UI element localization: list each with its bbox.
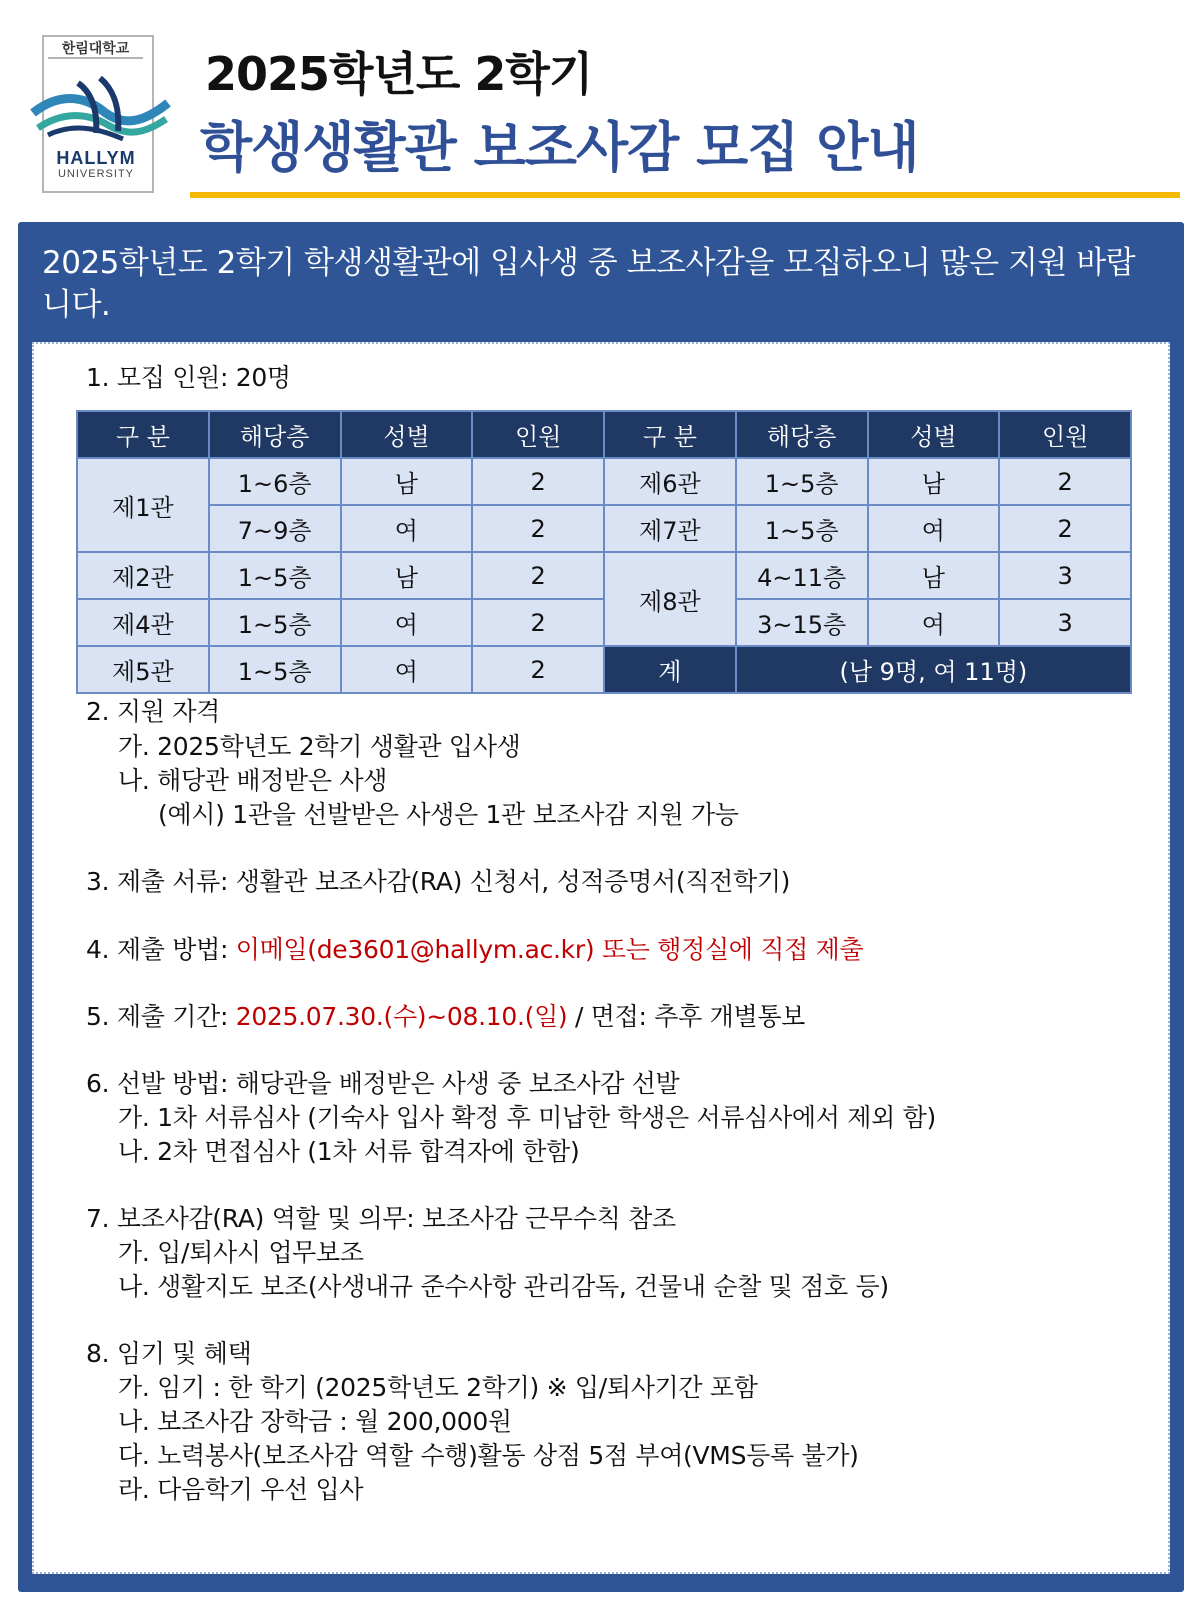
section-8-item-d: 라. 다음학기 우선 입사 [118,1475,364,1504]
section-1-title: 1. 모집 인원: 20명 [86,363,291,392]
section-8-item-b: 나. 보조사감 장학금 : 월 200,000원 [118,1407,512,1436]
table-row [77,646,1131,693]
gender-cell: 남 [868,458,1000,505]
logo-wave-icon [28,73,173,148]
section-8-title: 8. 임기 및 혜택 [86,1339,252,1368]
logo-korean-text: 한림대학교 [48,39,143,59]
count-cell: 2 [472,505,604,552]
section-5-line [86,997,805,1033]
floor-cell: 4~11층 [736,552,868,599]
submission-method: 이메일(de3601@hallym.ac.kr) 또는 행정실에 직접 제출 [235,935,864,964]
total-value-cell: (남 9명, 여 11명) [736,646,1131,693]
table-row [77,552,1131,599]
gender-cell: 남 [341,458,473,505]
col-header: 인원 [999,411,1131,458]
building-cell: 제8관 [604,552,736,646]
section-2-item-b: 나. 해당관 배정받은 사생 [118,766,388,795]
section-8-item-c: 다. 노력봉사(보조사감 역할 수행)활동 상점 5점 부여(VMS등록 불가) [118,1441,859,1470]
section-6-item-b: 나. 2차 면접심사 (1차 서류 합격자에 한함) [118,1137,580,1166]
building-cell: 제1관 [77,458,209,552]
building-cell: 제4관 [77,599,209,646]
section-4-label: 4. 제출 방법: [86,935,236,964]
section-5-label: 5. 제출 기간: [86,1002,236,1031]
university-logo [28,35,173,195]
floor-cell: 7~9층 [209,505,341,552]
section-3-title: 3. 제출 서류: 생활관 보조사감(RA) 신청서, 성적증명서(직전학기) [86,867,791,896]
gender-cell: 여 [341,599,473,646]
gender-cell: 여 [868,505,1000,552]
count-cell: 2 [472,599,604,646]
building-cell: 제6관 [604,458,736,505]
intro-text: 2025학년도 2학기 학생생활관에 입사생 중 보조사감을 모집하오니 많은 지원 바랍니다. [42,245,1136,323]
count-cell: 2 [472,646,604,693]
section-6-title: 6. 선발 방법: 해당관을 배정받은 사생 중 보조사감 선발 [86,1069,680,1098]
floor-cell: 1~6층 [209,458,341,505]
gender-cell: 남 [868,552,1000,599]
notice-frame [18,222,1184,1592]
count-cell: 3 [999,599,1131,646]
building-cell: 제7관 [604,505,736,552]
logo-subtitle: UNIVERSITY [57,168,134,180]
floor-cell: 1~5층 [209,552,341,599]
section-7-item-a: 가. 입/퇴사시 업무보조 [118,1238,364,1267]
floor-cell: 1~5층 [736,505,868,552]
floor-cell: 3~15층 [736,599,868,646]
recruitment-table [76,410,1132,694]
count-cell: 2 [472,552,604,599]
section-6-item-a: 가. 1차 서류심사 (기숙사 입사 확정 후 미납한 학생은 서류심사에서 제외 함) [118,1103,936,1132]
gender-cell: 여 [868,599,1000,646]
table-header-row [77,411,1131,458]
building-cell: 제5관 [77,646,209,693]
count-cell: 2 [999,458,1131,505]
col-header: 성별 [868,411,1000,458]
floor-cell: 1~5층 [736,458,868,505]
col-header: 해당층 [736,411,868,458]
section-7-item-b: 나. 생활지도 보조(사생내규 준수사항 관리감독, 건물내 순찰 및 점호 등) [118,1272,889,1301]
title-underline [190,192,1180,198]
floor-cell: 1~5층 [209,599,341,646]
count-cell: 2 [999,505,1131,552]
section-7-title: 7. 보조사감(RA) 역할 및 의무: 보조사감 근무수칙 참조 [86,1204,676,1233]
submission-period: 2025.07.30.(수)~08.10.(일) [235,1002,568,1031]
count-cell: 3 [999,552,1131,599]
col-header: 구 분 [77,411,209,458]
total-label-cell: 계 [604,646,736,693]
notice-body [32,342,1170,1574]
interview-notice: / 면접: 추후 개별통보 [567,1002,806,1031]
page-title: 학생생활관 보조사감 모집 안내 [200,116,919,179]
gender-cell: 여 [341,646,473,693]
section-4-line [86,930,863,966]
col-header: 구 분 [604,411,736,458]
col-header: 인원 [472,411,604,458]
table-row [77,505,1131,552]
logo-name: HALLYM [56,148,136,168]
count-cell: 2 [472,458,604,505]
section-2-example: (예시) 1관을 선발받은 사생은 1관 보조사감 지원 가능 [158,800,739,829]
col-header: 성별 [341,411,473,458]
floor-cell: 1~5층 [209,646,341,693]
building-cell: 제2관 [77,552,209,599]
section-8-item-a: 가. 임기 : 한 학기 (2025학년도 2학기) ※ 입/퇴사기간 포함 [118,1373,758,1402]
gender-cell: 여 [341,505,473,552]
section-2-item-a: 가. 2025학년도 2학기 생활관 입사생 [118,732,521,761]
section-2-title: 2. 지원 자격 [86,697,220,726]
col-header: 해당층 [209,411,341,458]
table-row [77,458,1131,505]
gender-cell: 남 [341,552,473,599]
title-year: 2025학년도 2학기 [205,47,593,101]
